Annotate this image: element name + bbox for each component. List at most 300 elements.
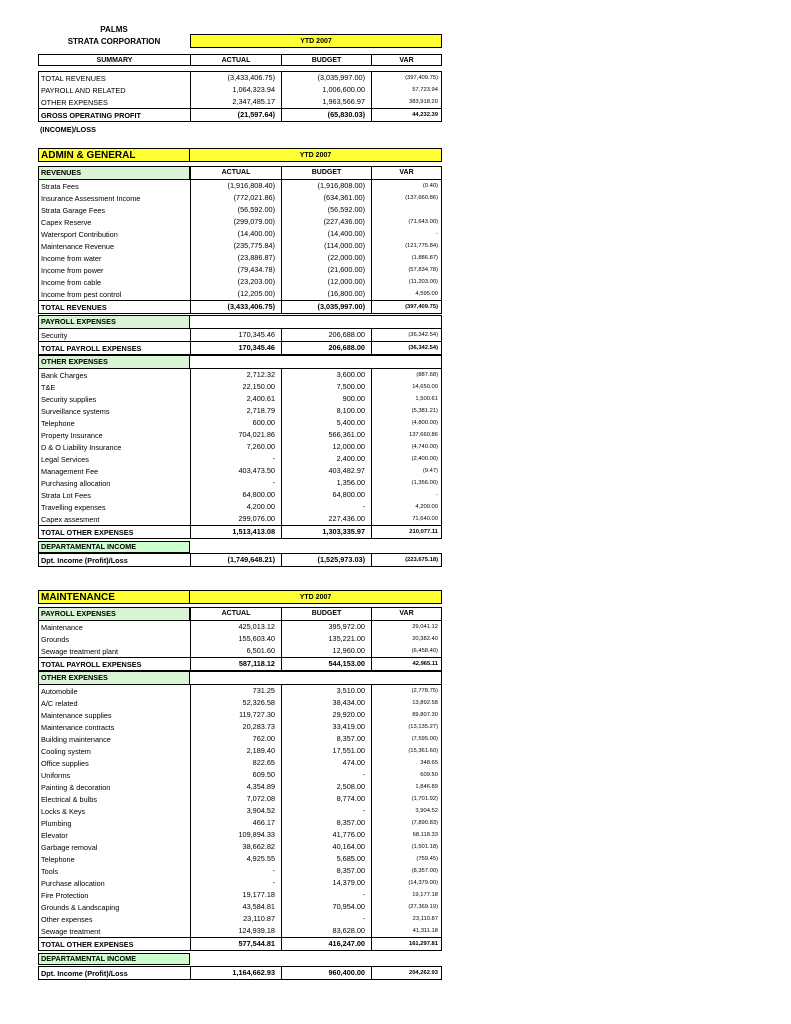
- row-budget: (14,400.00): [281, 228, 371, 240]
- admin-ytd-header: YTD 2007: [190, 148, 442, 162]
- row-actual: 4,200.00: [190, 501, 281, 513]
- col-var: VAR: [371, 608, 441, 620]
- table-row: [39, 913, 441, 925]
- row-var: (887.68): [371, 369, 441, 381]
- row-label: Capex Reserve: [41, 217, 92, 227]
- row-actual: 2,400.61: [190, 393, 281, 405]
- table-row: [39, 381, 441, 393]
- row-label: Property Insurance: [41, 430, 103, 440]
- row-budget: (65,830.03): [281, 109, 371, 121]
- row-label: Income from pest control: [41, 289, 122, 299]
- total-row: [39, 300, 441, 313]
- row-budget: -: [281, 769, 371, 781]
- table-row: [39, 645, 441, 657]
- section-label: OTHER EXPENSES: [39, 356, 190, 368]
- row-var: (7,890.83): [371, 817, 441, 829]
- summary-col-label: SUMMARY: [38, 54, 190, 66]
- section-label: REVENUES: [39, 167, 190, 179]
- row-label: Dpt. Income (Profit)/Loss: [41, 968, 128, 978]
- row-label: Strata Lot Fees: [41, 490, 91, 500]
- row-actual: 587,118.12: [190, 658, 281, 670]
- row-label: Building maintenance: [41, 734, 111, 744]
- row-var: (137,660.86): [371, 192, 441, 204]
- table-row: [39, 329, 441, 341]
- row-var: (7,595.00): [371, 733, 441, 745]
- row-var: (1,886.87): [371, 252, 441, 264]
- row-budget: (21,600.00): [281, 264, 371, 276]
- summary-income-loss-label: (INCOME)/LOSS: [40, 125, 96, 134]
- row-budget: 83,628.00: [281, 925, 371, 937]
- row-label: Watersport Contribution: [41, 229, 118, 239]
- row-budget: 544,153.00: [281, 658, 371, 670]
- row-label: GROSS OPERATING PROFIT: [41, 110, 142, 120]
- total-row: [39, 525, 441, 538]
- row-var: (4,800.00): [371, 417, 441, 429]
- row-var: -: [371, 228, 441, 240]
- row-actual: (3,433,406.75): [190, 301, 281, 313]
- row-actual: 822.65: [190, 757, 281, 769]
- admin-dept-income-label: DEPARTAMENTAL INCOME: [38, 541, 190, 553]
- row-budget: 2,508.00: [281, 781, 371, 793]
- table-row: [39, 633, 441, 645]
- row-var: 71,640.00: [371, 513, 441, 525]
- maint-payroll-table: [38, 607, 442, 671]
- maint-other-table: [38, 671, 442, 951]
- row-var: 23,110.87: [371, 913, 441, 925]
- row-label: Income from power: [41, 265, 104, 275]
- col-var: VAR: [371, 54, 442, 66]
- row-var: 42,965.11: [371, 658, 441, 670]
- row-budget: (16,800.00): [281, 288, 371, 300]
- row-label: Tools: [41, 866, 59, 876]
- row-actual: (23,886.87): [190, 252, 281, 264]
- table-row: [39, 453, 441, 465]
- admin-other-header: [39, 356, 441, 369]
- row-actual: (23,203.00): [190, 276, 281, 288]
- row-var: (27,369.19): [371, 901, 441, 913]
- table-row: [39, 369, 441, 381]
- row-label: Sewage treatment plant: [41, 646, 119, 656]
- table-row: [39, 180, 441, 192]
- row-budget: (3,035,997.00): [281, 72, 371, 84]
- row-var: 137,660.86: [371, 429, 441, 441]
- row-budget: 7,500.00: [281, 381, 371, 393]
- row-budget: 1,963,566.97: [281, 96, 371, 108]
- company-line2: STRATA CORPORATION: [67, 37, 161, 46]
- row-actual: 425,013.12: [190, 621, 281, 633]
- row-label: Painting & decoration: [41, 782, 111, 792]
- row-var: 14,650.00: [371, 381, 441, 393]
- row-var: (9.47): [371, 465, 441, 477]
- dept-income-row: [39, 967, 441, 979]
- row-actual: 7,260.00: [190, 441, 281, 453]
- row-budget: 14,379.00: [281, 877, 371, 889]
- row-actual: 170,345.46: [190, 329, 281, 341]
- row-budget: 8,357.00: [281, 733, 371, 745]
- row-label: Grounds: [41, 634, 69, 644]
- row-label: Strata Garage Fees: [41, 205, 106, 215]
- row-actual: (1,749,648.21): [190, 554, 281, 566]
- row-actual: 124,939.18: [190, 925, 281, 937]
- row-label: Other expenses: [41, 914, 93, 924]
- table-row: [39, 264, 441, 276]
- row-label: Insurance Assessment Income: [41, 193, 141, 203]
- total-row: [39, 657, 441, 670]
- row-actual: 64,800.00: [190, 489, 281, 501]
- row-label: Maintenance Revenue: [41, 241, 115, 251]
- row-var: (2,778.75): [371, 685, 441, 697]
- row-actual: (299,079.00): [190, 216, 281, 228]
- summary-column-header: [38, 54, 442, 66]
- table-row: [39, 709, 441, 721]
- table-row: [39, 745, 441, 757]
- ytd-header: YTD 2007: [190, 34, 442, 48]
- total-row: [39, 108, 441, 121]
- row-label: Bank Charges: [41, 370, 88, 380]
- row-actual: 600.00: [190, 417, 281, 429]
- table-row: [39, 405, 441, 417]
- row-var: 29,041.12: [371, 621, 441, 633]
- row-budget: (1,525,973.03): [281, 554, 371, 566]
- row-var: (1,701.92): [371, 793, 441, 805]
- row-actual: (14,400.00): [190, 228, 281, 240]
- admin-title-row: [38, 148, 442, 162]
- admin-payroll-header: [39, 316, 441, 329]
- maint-dept-income-row: [38, 966, 442, 980]
- row-budget: 64,800.00: [281, 489, 371, 501]
- row-label: Electrical & bulbs: [41, 794, 97, 804]
- row-var: -: [371, 489, 441, 501]
- col-actual: ACTUAL: [190, 54, 281, 66]
- dept-income-row: [39, 554, 441, 566]
- row-actual: 20,283.73: [190, 721, 281, 733]
- row-actual: -: [190, 865, 281, 877]
- row-var: (11,203.00): [371, 276, 441, 288]
- table-row: [39, 685, 441, 697]
- row-actual: 2,347,485.17: [190, 96, 281, 108]
- row-actual: 6,501.60: [190, 645, 281, 657]
- row-actual: (79,434.78): [190, 264, 281, 276]
- row-budget: (1,916,808.00): [281, 180, 371, 192]
- table-row: [39, 393, 441, 405]
- row-budget: 474.00: [281, 757, 371, 769]
- row-budget: (3,035,997.00): [281, 301, 371, 313]
- row-budget: 33,419.00: [281, 721, 371, 733]
- maint-ytd-header: YTD 2007: [190, 590, 442, 604]
- row-label: Travelling expenses: [41, 502, 106, 512]
- row-actual: 52,326.58: [190, 697, 281, 709]
- row-var: [371, 204, 441, 216]
- row-var: (1,356.00): [371, 477, 441, 489]
- row-budget: 12,960.00: [281, 645, 371, 657]
- row-label: Purchase allocation: [41, 878, 105, 888]
- row-actual: (21,597.64): [190, 109, 281, 121]
- row-actual: 22,150.00: [190, 381, 281, 393]
- table-row: [39, 252, 441, 264]
- row-actual: 609.50: [190, 769, 281, 781]
- row-label: Security supplies: [41, 394, 97, 404]
- row-actual: 4,925.55: [190, 853, 281, 865]
- company-line1: PALMS: [100, 25, 128, 34]
- row-budget: (56,592.00): [281, 204, 371, 216]
- row-actual: 4,354.89: [190, 781, 281, 793]
- row-var: (57,834.78): [371, 264, 441, 276]
- row-budget: 2,400.00: [281, 453, 371, 465]
- row-var: 348.65: [371, 757, 441, 769]
- summary-ytd-row: [38, 34, 442, 48]
- admin-revenues-table: [38, 166, 442, 314]
- row-var: (5,381.21): [371, 405, 441, 417]
- row-var: (36,342.54): [371, 329, 441, 341]
- row-label: Strata Fees: [41, 181, 79, 191]
- table-row: [39, 288, 441, 300]
- row-actual: 38,662.82: [190, 841, 281, 853]
- row-budget: 1,006,600.00: [281, 84, 371, 96]
- table-row: [39, 793, 441, 805]
- row-label: Sewage treatment: [41, 926, 101, 936]
- row-budget: 206,688.00: [281, 329, 371, 341]
- row-actual: 1,164,662.93: [190, 967, 281, 979]
- row-label: PAYROLL AND RELATED: [41, 85, 126, 95]
- row-var: (6,458.40): [371, 645, 441, 657]
- row-actual: 299,076.00: [190, 513, 281, 525]
- table-row: [39, 204, 441, 216]
- row-actual: 762.00: [190, 733, 281, 745]
- section-label: PAYROLL EXPENSES: [39, 608, 190, 620]
- table-row: [39, 697, 441, 709]
- row-label: Garbage removal: [41, 842, 98, 852]
- table-row: [39, 216, 441, 228]
- row-var: 1,500.61: [371, 393, 441, 405]
- summary-table: [38, 71, 442, 122]
- row-actual: 704,021.86: [190, 429, 281, 441]
- row-actual: 2,718.79: [190, 405, 281, 417]
- row-budget: 900.00: [281, 393, 371, 405]
- maint-other-header: [39, 672, 441, 685]
- row-budget: 8,357.00: [281, 865, 371, 877]
- admin-revenues-header: [39, 167, 441, 180]
- row-var: (36,342.54): [371, 342, 441, 354]
- row-var: (15,361.60): [371, 745, 441, 757]
- row-actual: -: [190, 877, 281, 889]
- row-var: 204,262.93: [371, 967, 441, 979]
- table-row: [39, 441, 441, 453]
- section-label: OTHER EXPENSES: [39, 672, 190, 684]
- row-actual: (12,205.00): [190, 288, 281, 300]
- row-budget: 403,482.97: [281, 465, 371, 477]
- row-actual: 403,473.50: [190, 465, 281, 477]
- row-actual: (56,592.00): [190, 204, 281, 216]
- row-label: T&E: [41, 382, 56, 392]
- row-var: (71,643.00): [371, 216, 441, 228]
- row-label: Elevator: [41, 830, 68, 840]
- row-var: (0.40): [371, 180, 441, 192]
- row-label: Grounds & Landscaping: [41, 902, 120, 912]
- row-label: Telephone: [41, 418, 75, 428]
- table-row: [39, 877, 441, 889]
- row-budget: 38,434.00: [281, 697, 371, 709]
- table-row: [39, 240, 441, 252]
- table-row: [39, 513, 441, 525]
- row-budget: 395,972.00: [281, 621, 371, 633]
- row-budget: 29,920.00: [281, 709, 371, 721]
- row-label: Legal Services: [41, 454, 89, 464]
- table-row: [39, 733, 441, 745]
- col-actual: ACTUAL: [190, 608, 281, 620]
- row-budget: 206,688.00: [281, 342, 371, 354]
- table-row: [39, 769, 441, 781]
- row-var: 609.50: [371, 769, 441, 781]
- table-row: [39, 276, 441, 288]
- row-actual: 2,712.32: [190, 369, 281, 381]
- row-budget: 135,221.00: [281, 633, 371, 645]
- table-row: [39, 489, 441, 501]
- row-var: (8,357.00): [371, 865, 441, 877]
- row-var: 4,200.00: [371, 501, 441, 513]
- admin-dept-income-row: [38, 553, 442, 567]
- section-label: PAYROLL EXPENSES: [39, 316, 190, 328]
- row-actual: 43,584.81: [190, 901, 281, 913]
- row-label: OTHER EXPENSES: [41, 97, 108, 107]
- row-budget: -: [281, 889, 371, 901]
- table-row: [39, 228, 441, 240]
- col-var: VAR: [371, 167, 441, 179]
- row-budget: 70,954.00: [281, 901, 371, 913]
- row-label: Capex assesment: [41, 514, 100, 524]
- table-row: [39, 465, 441, 477]
- row-actual: 577,544.81: [190, 938, 281, 950]
- row-var: (13,135.27): [371, 721, 441, 733]
- table-row: [39, 817, 441, 829]
- table-row: [39, 841, 441, 853]
- row-budget: 5,400.00: [281, 417, 371, 429]
- table-row: [39, 429, 441, 441]
- table-row: [39, 781, 441, 793]
- row-budget: (227,436.00): [281, 216, 371, 228]
- row-actual: 731.25: [190, 685, 281, 697]
- total-row: [39, 937, 441, 950]
- row-var: 13,892.58: [371, 697, 441, 709]
- row-budget: 3,510.00: [281, 685, 371, 697]
- row-budget: 5,685.00: [281, 853, 371, 865]
- table-row: [39, 192, 441, 204]
- maint-title-row: [38, 590, 442, 604]
- row-actual: 3,904.52: [190, 805, 281, 817]
- col-budget: BUDGET: [281, 54, 371, 66]
- row-var: 68,118.33: [371, 829, 441, 841]
- table-row: [39, 501, 441, 513]
- row-var: (4,740.00): [371, 441, 441, 453]
- row-actual: -: [190, 477, 281, 489]
- row-budget: (12,000.00): [281, 276, 371, 288]
- row-var: 20,382.40: [371, 633, 441, 645]
- row-var: 161,297.81: [371, 938, 441, 950]
- table-row: [39, 96, 441, 108]
- row-var: 3,904.52: [371, 805, 441, 817]
- row-label: TOTAL OTHER EXPENSES: [41, 527, 134, 537]
- row-label: Income from water: [41, 253, 102, 263]
- row-var: 41,311.18: [371, 925, 441, 937]
- table-row: [39, 72, 441, 84]
- row-label: Surveillance systems: [41, 406, 110, 416]
- row-label: Maintenance contracts: [41, 722, 115, 732]
- table-row: [39, 853, 441, 865]
- row-label: Maintenance supplies: [41, 710, 112, 720]
- row-label: Uniforms: [41, 770, 71, 780]
- row-budget: 40,164.00: [281, 841, 371, 853]
- row-budget: -: [281, 913, 371, 925]
- row-var: (1,501.18): [371, 841, 441, 853]
- row-var: 1,846.89: [371, 781, 441, 793]
- col-actual: ACTUAL: [190, 167, 281, 179]
- row-budget: 960,400.00: [281, 967, 371, 979]
- table-row: [39, 417, 441, 429]
- row-var: (759.45): [371, 853, 441, 865]
- row-actual: 109,894.33: [190, 829, 281, 841]
- table-row: [39, 901, 441, 913]
- row-budget: (114,000.00): [281, 240, 371, 252]
- row-label: Plumbing: [41, 818, 72, 828]
- row-budget: 1,303,335.97: [281, 526, 371, 538]
- row-label: Purchasing allocation: [41, 478, 111, 488]
- row-label: TOTAL OTHER EXPENSES: [41, 939, 134, 949]
- row-var: (223,675.18): [371, 554, 441, 566]
- row-budget: -: [281, 805, 371, 817]
- row-label: Maintenance: [41, 622, 83, 632]
- row-label: Security: [41, 330, 68, 340]
- row-budget: 416,247.00: [281, 938, 371, 950]
- row-var: 89,807.30: [371, 709, 441, 721]
- row-var: (2,400.00): [371, 453, 441, 465]
- row-actual: 1,513,413.08: [190, 526, 281, 538]
- row-actual: 170,345.46: [190, 342, 281, 354]
- table-row: [39, 84, 441, 96]
- row-actual: -: [190, 453, 281, 465]
- col-budget: BUDGET: [281, 608, 371, 620]
- row-label: TOTAL PAYROLL EXPENSES: [41, 343, 142, 353]
- row-var: 44,232.39: [371, 109, 441, 121]
- row-var: 210,077.11: [371, 526, 441, 538]
- row-budget: 566,361.00: [281, 429, 371, 441]
- admin-other-table: [38, 355, 442, 539]
- row-actual: 7,072.08: [190, 793, 281, 805]
- row-budget: 8,357.00: [281, 817, 371, 829]
- row-actual: 119,727.30: [190, 709, 281, 721]
- table-row: [39, 721, 441, 733]
- row-label: Locks & Keys: [41, 806, 86, 816]
- table-row: [39, 889, 441, 901]
- table-row: [39, 757, 441, 769]
- row-budget: -: [281, 501, 371, 513]
- row-var: 4,595.00: [371, 288, 441, 300]
- row-budget: 8,774.00: [281, 793, 371, 805]
- admin-title: ADMIN & GENERAL: [38, 148, 190, 162]
- row-var: (397,409.75): [371, 301, 441, 313]
- row-var: (121,775.84): [371, 240, 441, 252]
- row-label: Income from cable: [41, 277, 102, 287]
- row-var: 19,177.18: [371, 889, 441, 901]
- table-row: [39, 805, 441, 817]
- row-label: Automobile: [41, 686, 78, 696]
- row-budget: 17,551.00: [281, 745, 371, 757]
- row-budget: (634,361.00): [281, 192, 371, 204]
- maint-dept-income-label: DEPARTAMENTAL INCOME: [38, 953, 190, 965]
- row-actual: (235,775.84): [190, 240, 281, 252]
- row-label: A/C related: [41, 698, 78, 708]
- row-label: Cooling system: [41, 746, 91, 756]
- row-budget: 1,356.00: [281, 477, 371, 489]
- row-label: Dpt. Income (Profit)/Loss: [41, 555, 128, 565]
